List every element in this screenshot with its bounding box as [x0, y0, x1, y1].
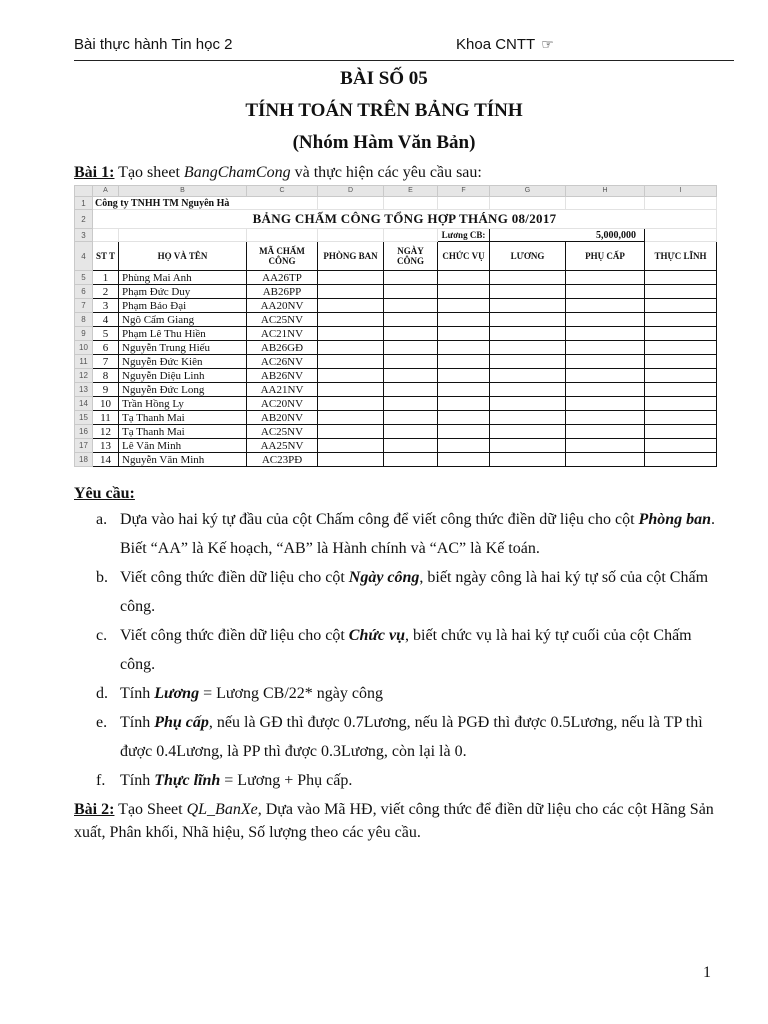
- stt-cell: 13: [93, 439, 119, 453]
- row-number: 9: [75, 327, 93, 341]
- row-number: 12: [75, 369, 93, 383]
- requirement-text: . Biết “AA” là Kế hoạch, “AB” là Hành chính và “AC” là Kế toán.: [120, 511, 716, 557]
- stt-cell: 7: [93, 355, 119, 369]
- empty-cell: [318, 383, 384, 397]
- empty-cell: [384, 439, 438, 453]
- requirement-marker: d.: [96, 685, 108, 702]
- spreadsheet-screenshot: [74, 185, 716, 474]
- bai2-text-pre: Tạo Sheet: [114, 801, 187, 818]
- name-cell: Tạ Thanh Mai: [119, 411, 247, 425]
- row-title: [75, 210, 717, 229]
- name-cell: Lê Văn Minh: [119, 439, 247, 453]
- stt-cell: 10: [93, 397, 119, 411]
- requirement-item: [74, 708, 724, 766]
- requirement-item: [74, 621, 724, 679]
- column-letter: G: [490, 186, 566, 197]
- empty-cell: [566, 313, 645, 327]
- empty-cell: [645, 327, 717, 341]
- empty-cell: [318, 411, 384, 425]
- table-header-row: [75, 242, 717, 271]
- column-header: NGÀY CÔNG: [384, 242, 438, 271]
- stt-cell: 6: [93, 341, 119, 355]
- requirement-text: , biết chức vụ là hai ký tự cuối của cột Chấm công.: [120, 627, 692, 673]
- requirements-list: [74, 505, 724, 795]
- bai1-label: Bài 1:: [74, 164, 115, 181]
- empty-cell: [318, 439, 384, 453]
- header-faculty: [456, 36, 554, 53]
- bai2-text: [74, 798, 724, 844]
- exercise-subtitle: (Nhóm Hàm Văn Bản): [292, 132, 476, 153]
- stt-cell: 5: [93, 327, 119, 341]
- table-row: [75, 453, 717, 467]
- empty-cell: [490, 383, 566, 397]
- empty-cell: [566, 397, 645, 411]
- column-header: PHÒNG BAN: [318, 242, 384, 271]
- empty-cell: [438, 341, 490, 355]
- requirement-item: [74, 679, 724, 708]
- requirement-text: , nếu là GĐ thì được 0.7Lương, nếu là PGĐ thì được 0.5Lương, nếu là TP thì được 0.4Lương, là PP thì được 0.3Lương, còn lại là 0.: [120, 714, 703, 760]
- empty-cell: [566, 439, 645, 453]
- stt-cell: 1: [93, 271, 119, 285]
- row-number: 14: [75, 397, 93, 411]
- empty-cell: [318, 369, 384, 383]
- code-cell: AC25NV: [247, 425, 318, 439]
- empty-cell: [318, 285, 384, 299]
- empty-cell: [490, 425, 566, 439]
- name-cell: Phùng Mai Anh: [119, 271, 247, 285]
- code-cell: AC23PĐ: [247, 453, 318, 467]
- row-company: [75, 197, 717, 210]
- empty-cell: [490, 355, 566, 369]
- name-cell: Nguyễn Văn Minh: [119, 453, 247, 467]
- empty-cell: [645, 411, 717, 425]
- empty-cell: [438, 383, 490, 397]
- column-header: LƯƠNG: [490, 242, 566, 271]
- column-header: HỌ VÀ TÊN: [119, 242, 247, 271]
- empty-cell: [490, 285, 566, 299]
- exercise-title: TÍNH TOÁN TRÊN BẢNG TÍNH: [245, 100, 523, 121]
- row-number: 1: [75, 197, 93, 210]
- code-cell: AA20NV: [247, 299, 318, 313]
- requirement-keyword: Phòng ban: [638, 511, 712, 528]
- pointing-hand-icon: ☞: [541, 37, 554, 53]
- empty-cell: [645, 313, 717, 327]
- requirement-text: Tính: [120, 772, 155, 789]
- exercise-number: BÀI SỐ 05: [340, 68, 428, 89]
- column-letter: A: [93, 186, 119, 197]
- column-letter: F: [438, 186, 490, 197]
- name-cell: Trần Hồng Ly: [119, 397, 247, 411]
- row-basic-salary: [75, 229, 717, 242]
- empty-cell: [438, 453, 490, 467]
- stt-cell: 8: [93, 369, 119, 383]
- empty-cell: [645, 369, 717, 383]
- requirement-text: Dựa vào hai ký tự đầu của cột Chấm công để viết công thức điền dữ liệu cho cột: [120, 511, 639, 528]
- code-cell: AB26PP: [247, 285, 318, 299]
- empty-cell: [318, 453, 384, 467]
- row-number: 13: [75, 383, 93, 397]
- stt-cell: 12: [93, 425, 119, 439]
- requirements-heading: Yêu cầu:: [74, 485, 135, 502]
- name-cell: Nguyễn Đức Kiên: [119, 355, 247, 369]
- empty-cell: [566, 411, 645, 425]
- empty-cell: [490, 397, 566, 411]
- stt-cell: 9: [93, 383, 119, 397]
- bai2-label: Bài 2:: [74, 801, 115, 818]
- empty-cell: [645, 453, 717, 467]
- select-all-corner: [75, 186, 93, 197]
- empty-cell: [438, 369, 490, 383]
- header-course: Bài thực hành Tin học 2: [74, 36, 233, 53]
- table-row: [75, 271, 717, 285]
- table-row: [75, 341, 717, 355]
- empty-cell: [490, 453, 566, 467]
- empty-cell: [438, 355, 490, 369]
- requirement-text: = Lương CB/22* ngày công: [199, 685, 383, 702]
- column-header: PHỤ CẤP: [566, 242, 645, 271]
- table-row: [75, 383, 717, 397]
- code-cell: AC21NV: [247, 327, 318, 341]
- empty-cell: [384, 327, 438, 341]
- requirement-keyword: Lương: [154, 685, 200, 702]
- empty-cell: [566, 453, 645, 467]
- empty-cell: [318, 355, 384, 369]
- requirement-keyword: Phụ cấp: [154, 714, 209, 731]
- empty-cell: [645, 397, 717, 411]
- code-cell: AB26GĐ: [247, 341, 318, 355]
- empty-cell: [645, 285, 717, 299]
- row-number: 7: [75, 299, 93, 313]
- row-number: 16: [75, 425, 93, 439]
- row-number: 4: [75, 242, 93, 271]
- row-number: 18: [75, 453, 93, 467]
- row-number: 3: [75, 229, 93, 242]
- requirement-text: Viết công thức điền dữ liệu cho cột: [120, 627, 349, 644]
- empty-cell: [490, 341, 566, 355]
- row-number: 10: [75, 341, 93, 355]
- requirement-keyword: Chức vụ: [348, 627, 406, 644]
- empty-cell: [384, 425, 438, 439]
- page-number: 1: [703, 964, 711, 981]
- row-number: 6: [75, 285, 93, 299]
- requirement-text: Viết công thức điền dữ liệu cho cột: [120, 569, 349, 586]
- empty-cell: [566, 341, 645, 355]
- empty-cell: [318, 313, 384, 327]
- code-cell: AC20NV: [247, 397, 318, 411]
- empty-cell: [566, 299, 645, 313]
- code-cell: AB20NV: [247, 411, 318, 425]
- requirement-text: Tính: [120, 714, 155, 731]
- empty-cell: [318, 425, 384, 439]
- table-row: [75, 411, 717, 425]
- requirement-text: , biết ngày công là hai ký tự số của cột Chấm công.: [120, 569, 709, 615]
- empty-cell: [318, 299, 384, 313]
- empty-cell: [490, 299, 566, 313]
- empty-cell: [645, 271, 717, 285]
- basic-salary-label: Lương CB:: [438, 229, 490, 242]
- code-cell: AB26NV: [247, 369, 318, 383]
- empty-cell: [438, 439, 490, 453]
- row-number: 5: [75, 271, 93, 285]
- stt-cell: 3: [93, 299, 119, 313]
- empty-cell: [645, 299, 717, 313]
- name-cell: Nguyễn Trung Hiếu: [119, 341, 247, 355]
- column-letter: I: [645, 186, 717, 197]
- bai2-text-post: , Dựa vào Mã HĐ, viết công thức để điền dữ liệu cho các cột Hãng Sản xuất, Phân khối, Nhã hiệu, Số lượng theo các yêu cầu.: [74, 801, 714, 841]
- column-header-row: [75, 186, 717, 197]
- empty-cell: [384, 453, 438, 467]
- empty-cell: [318, 341, 384, 355]
- empty-cell: [645, 341, 717, 355]
- table-row: [75, 355, 717, 369]
- name-cell: Tạ Thanh Mai: [119, 425, 247, 439]
- empty-cell: [384, 299, 438, 313]
- empty-cell: [384, 271, 438, 285]
- empty-cell: [490, 369, 566, 383]
- bai1-text-post: và thực hiện các yêu cầu sau:: [290, 164, 482, 181]
- empty-cell: [384, 341, 438, 355]
- empty-cell: [438, 271, 490, 285]
- requirement-marker: b.: [96, 569, 108, 586]
- empty-cell: [566, 355, 645, 369]
- empty-cell: [566, 369, 645, 383]
- column-letter: C: [247, 186, 318, 197]
- column-header: ST T: [93, 242, 119, 271]
- empty-cell: [438, 327, 490, 341]
- stt-cell: 11: [93, 411, 119, 425]
- empty-cell: [384, 383, 438, 397]
- requirement-item: [74, 505, 724, 563]
- table-row: [75, 313, 717, 327]
- row-number: 17: [75, 439, 93, 453]
- empty-cell: [566, 271, 645, 285]
- column-letter: D: [318, 186, 384, 197]
- empty-cell: [438, 425, 490, 439]
- table-row: [75, 369, 717, 383]
- name-cell: Nguyễn Đức Long: [119, 383, 247, 397]
- empty-cell: [384, 397, 438, 411]
- empty-cell: [384, 369, 438, 383]
- empty-cell: [318, 397, 384, 411]
- column-header: THỰC LĨNH: [645, 242, 717, 271]
- name-cell: Nguyễn Diệu Linh: [119, 369, 247, 383]
- row-number: 11: [75, 355, 93, 369]
- requirement-marker: a.: [96, 511, 108, 528]
- column-letter: B: [119, 186, 247, 197]
- stt-cell: 14: [93, 453, 119, 467]
- empty-cell: [566, 425, 645, 439]
- basic-salary-value: 5,000,000: [490, 229, 645, 242]
- header-faculty-label: Khoa CNTT: [456, 36, 536, 53]
- empty-cell: [490, 327, 566, 341]
- empty-cell: [438, 313, 490, 327]
- empty-cell: [384, 313, 438, 327]
- code-cell: AA25NV: [247, 439, 318, 453]
- bai1-text-pre: Tạo sheet: [114, 164, 184, 181]
- empty-cell: [384, 411, 438, 425]
- empty-cell: [645, 383, 717, 397]
- column-header: CHỨC VỤ: [438, 242, 490, 271]
- name-cell: Phạm Đức Duy: [119, 285, 247, 299]
- requirement-text: Tính: [120, 685, 155, 702]
- requirement-keyword: Ngày công: [348, 569, 420, 586]
- timesheet-table: [74, 185, 717, 467]
- requirement-marker: c.: [96, 627, 108, 644]
- column-letter: H: [566, 186, 645, 197]
- empty-cell: [566, 327, 645, 341]
- empty-cell: [438, 299, 490, 313]
- empty-cell: [490, 439, 566, 453]
- page-header: [74, 34, 734, 61]
- empty-cell: [645, 355, 717, 369]
- empty-cell: [438, 397, 490, 411]
- empty-cell: [438, 411, 490, 425]
- empty-cell: [490, 271, 566, 285]
- bai1-sheet-name: BangChamCong: [183, 164, 291, 181]
- requirement-keyword: Thực lĩnh: [154, 772, 221, 789]
- empty-cell: [566, 285, 645, 299]
- code-cell: AC26NV: [247, 355, 318, 369]
- stt-cell: 2: [93, 285, 119, 299]
- empty-cell: [438, 285, 490, 299]
- empty-cell: [566, 383, 645, 397]
- table-row: [75, 327, 717, 341]
- name-cell: Phạm Bảo Đại: [119, 299, 247, 313]
- bai2-sheet-name: QL_BanXe: [186, 801, 258, 818]
- code-cell: AA21NV: [247, 383, 318, 397]
- requirement-marker: e.: [96, 714, 108, 731]
- code-cell: AC25NV: [247, 313, 318, 327]
- table-row: [75, 397, 717, 411]
- row-number: 2: [75, 210, 93, 229]
- empty-cell: [318, 271, 384, 285]
- empty-cell: [384, 355, 438, 369]
- table-row: [75, 299, 717, 313]
- table-row: [75, 439, 717, 453]
- empty-cell: [645, 425, 717, 439]
- sheet-title: BẢNG CHẤM CÔNG TỔNG HỢP THÁNG 08/2017: [93, 210, 717, 229]
- stt-cell: 4: [93, 313, 119, 327]
- empty-cell: [384, 285, 438, 299]
- column-letter: E: [384, 186, 438, 197]
- empty-cell: [490, 411, 566, 425]
- code-cell: AA26TP: [247, 271, 318, 285]
- table-row: [75, 285, 717, 299]
- requirement-item: [74, 563, 724, 621]
- requirement-text: = Lương + Phụ cấp.: [220, 772, 353, 789]
- empty-cell: [645, 439, 717, 453]
- table-row: [75, 425, 717, 439]
- requirement-item: [74, 766, 724, 795]
- column-header: MÃ CHẤM CÔNG: [247, 242, 318, 271]
- name-cell: Ngô Cẩm Giang: [119, 313, 247, 327]
- row-number: 8: [75, 313, 93, 327]
- requirement-marker: f.: [96, 772, 106, 789]
- row-number: 15: [75, 411, 93, 425]
- empty-cell: [318, 327, 384, 341]
- company-name: Công ty TNHH TM Nguyên Hà: [93, 197, 318, 210]
- name-cell: Phạm Lê Thu Hiền: [119, 327, 247, 341]
- bai1-intro: [74, 162, 724, 184]
- empty-cell: [490, 313, 566, 327]
